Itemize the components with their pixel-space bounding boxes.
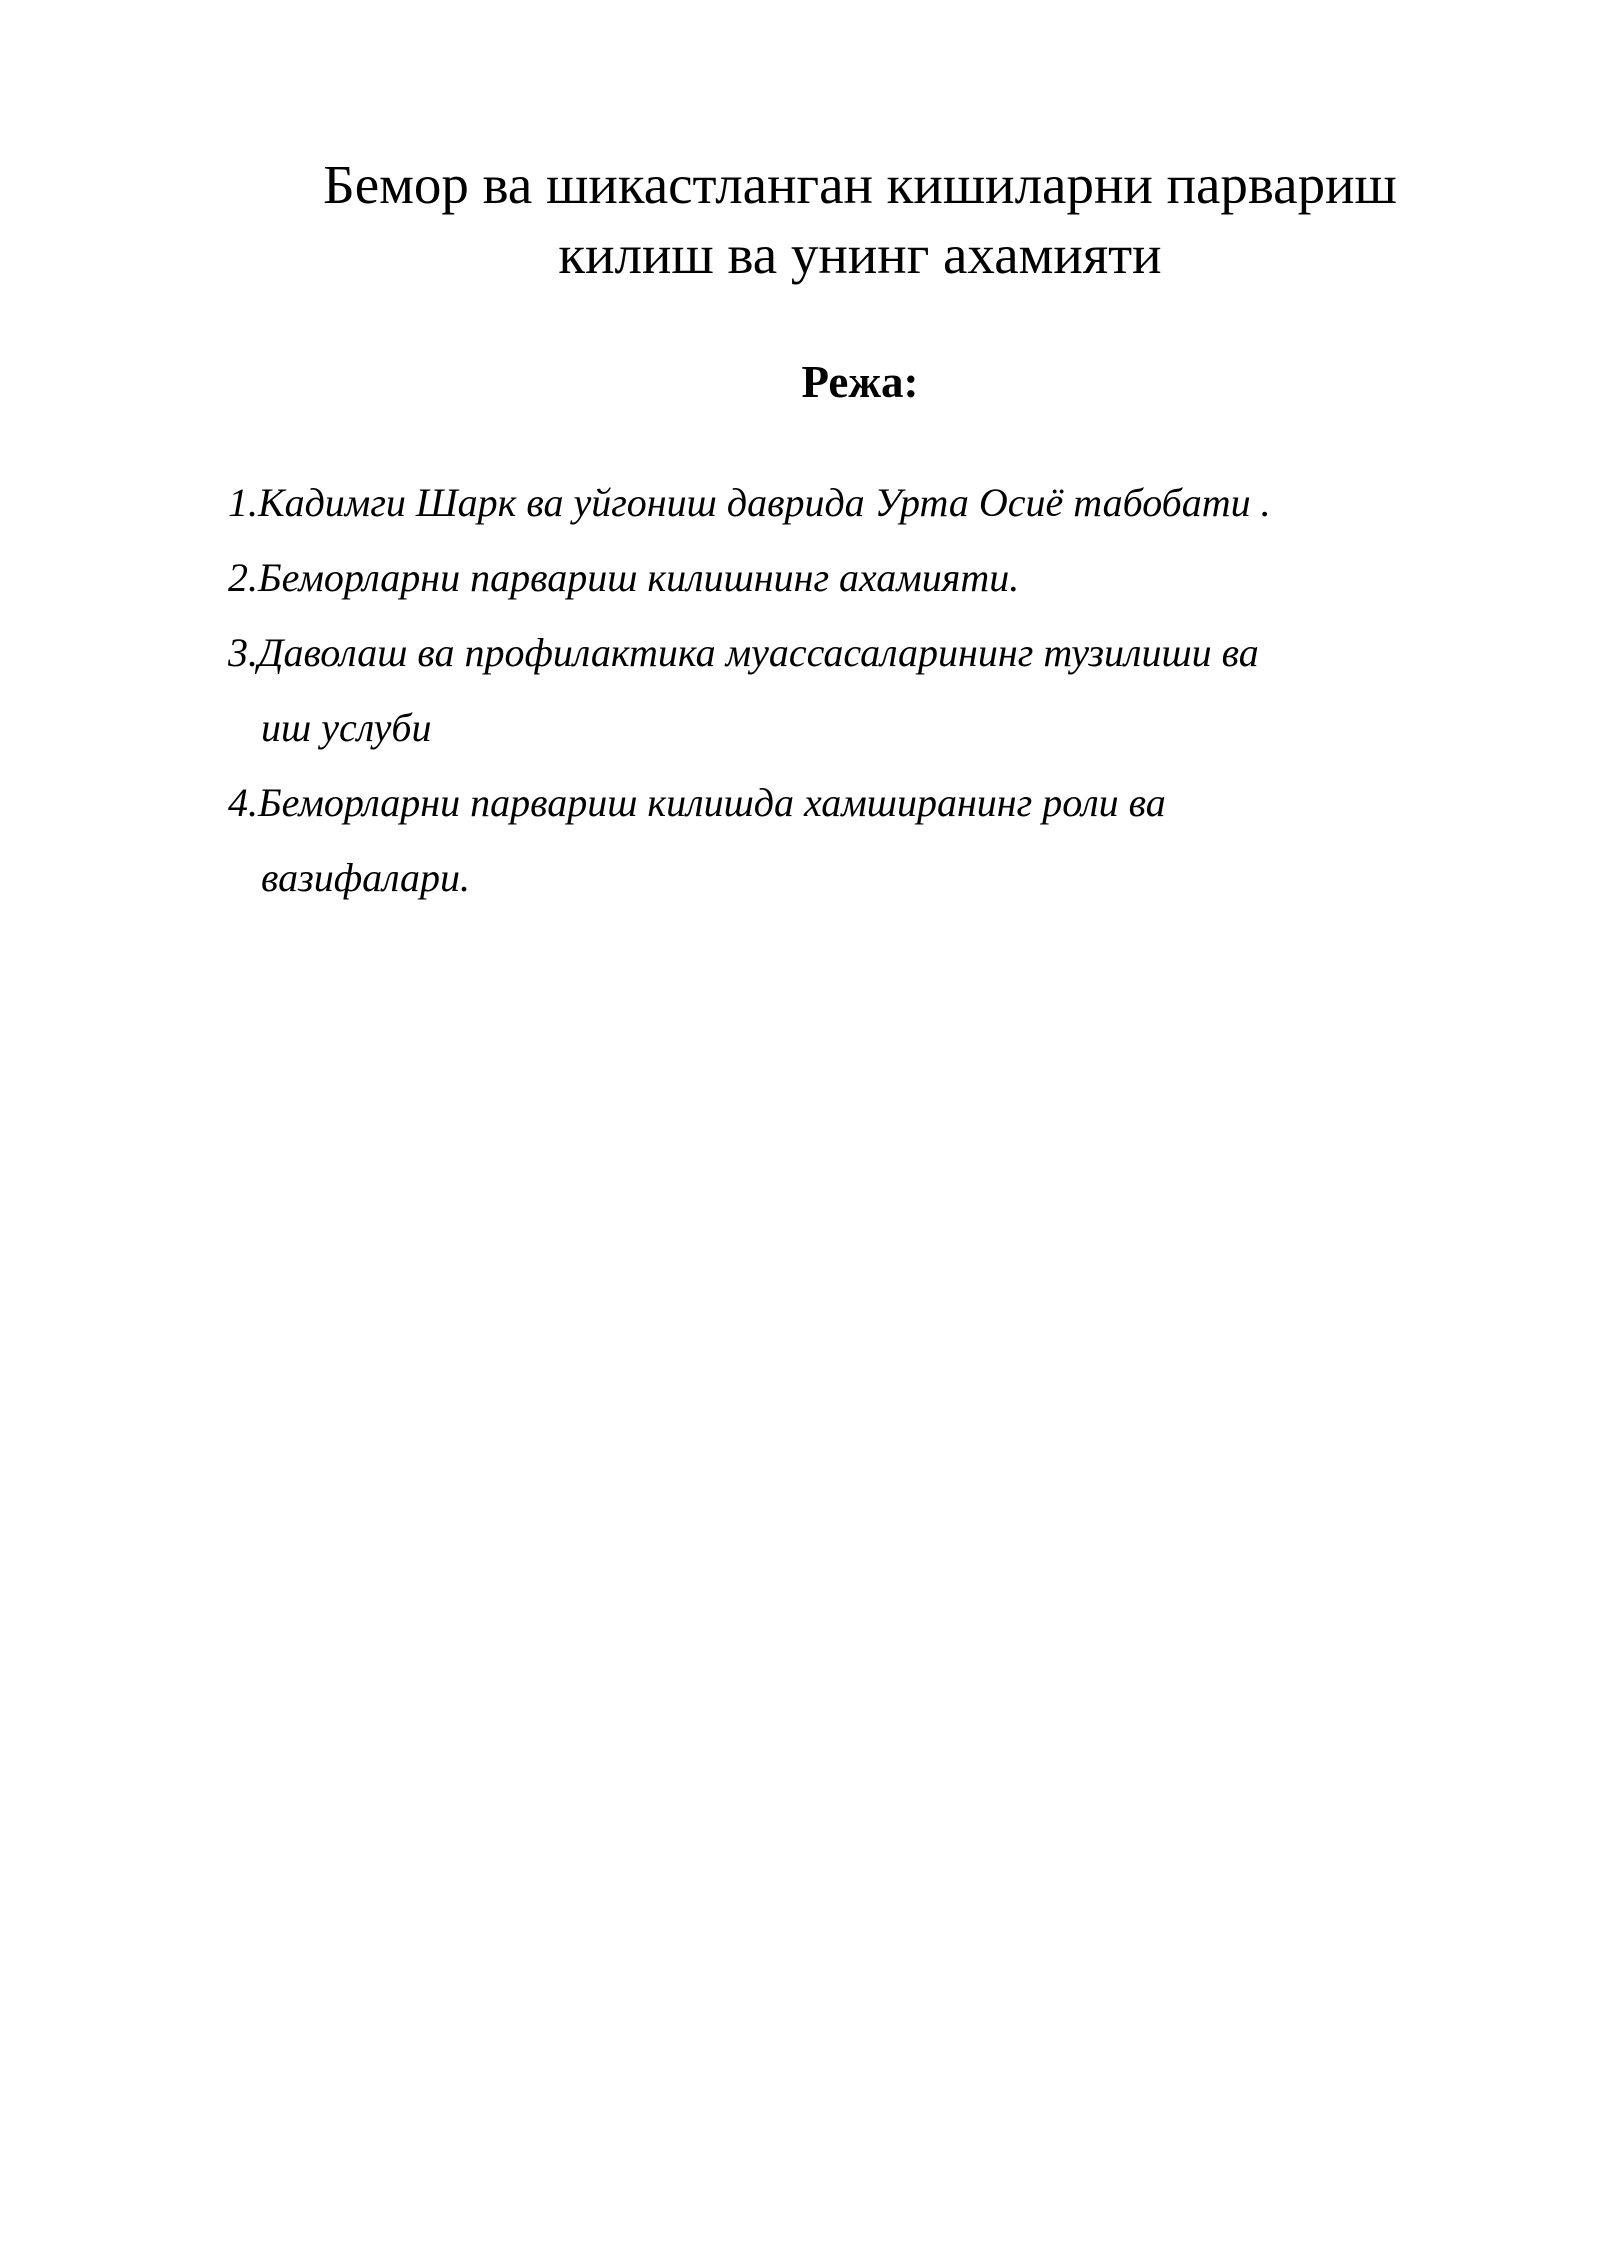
title-line-2: килиш ва унинг ахамияти [558,224,1162,285]
plan-item-text: 1.Кадимги Шарк ва уйгониш даврида Урта Осиё табобати . [228,480,1271,525]
document-title [230,150,1490,290]
plan-list [228,465,1428,915]
plan-item-3 [228,615,1428,765]
plan-item-continuation: иш услуби [261,705,432,750]
plan-item-text: 2.Беморларни парвариш килишнинг ахамияти. [228,555,1020,600]
plan-item-2 [228,540,1428,615]
plan-item-4 [228,765,1428,915]
plan-item-continuation: вазифалари. [261,855,471,900]
title-line-1: Бемор ва шикастланган кишиларни парвариш [323,154,1397,215]
plan-item-text: 4.Беморларни парвариш килишда хамширанинг роли ва [228,780,1166,825]
plan-heading: Режа: [801,357,919,407]
plan-item-text: 3.Даволаш ва профилактика муассасаларининг тузилиши ва [228,630,1259,675]
plan-item-1 [228,465,1428,540]
